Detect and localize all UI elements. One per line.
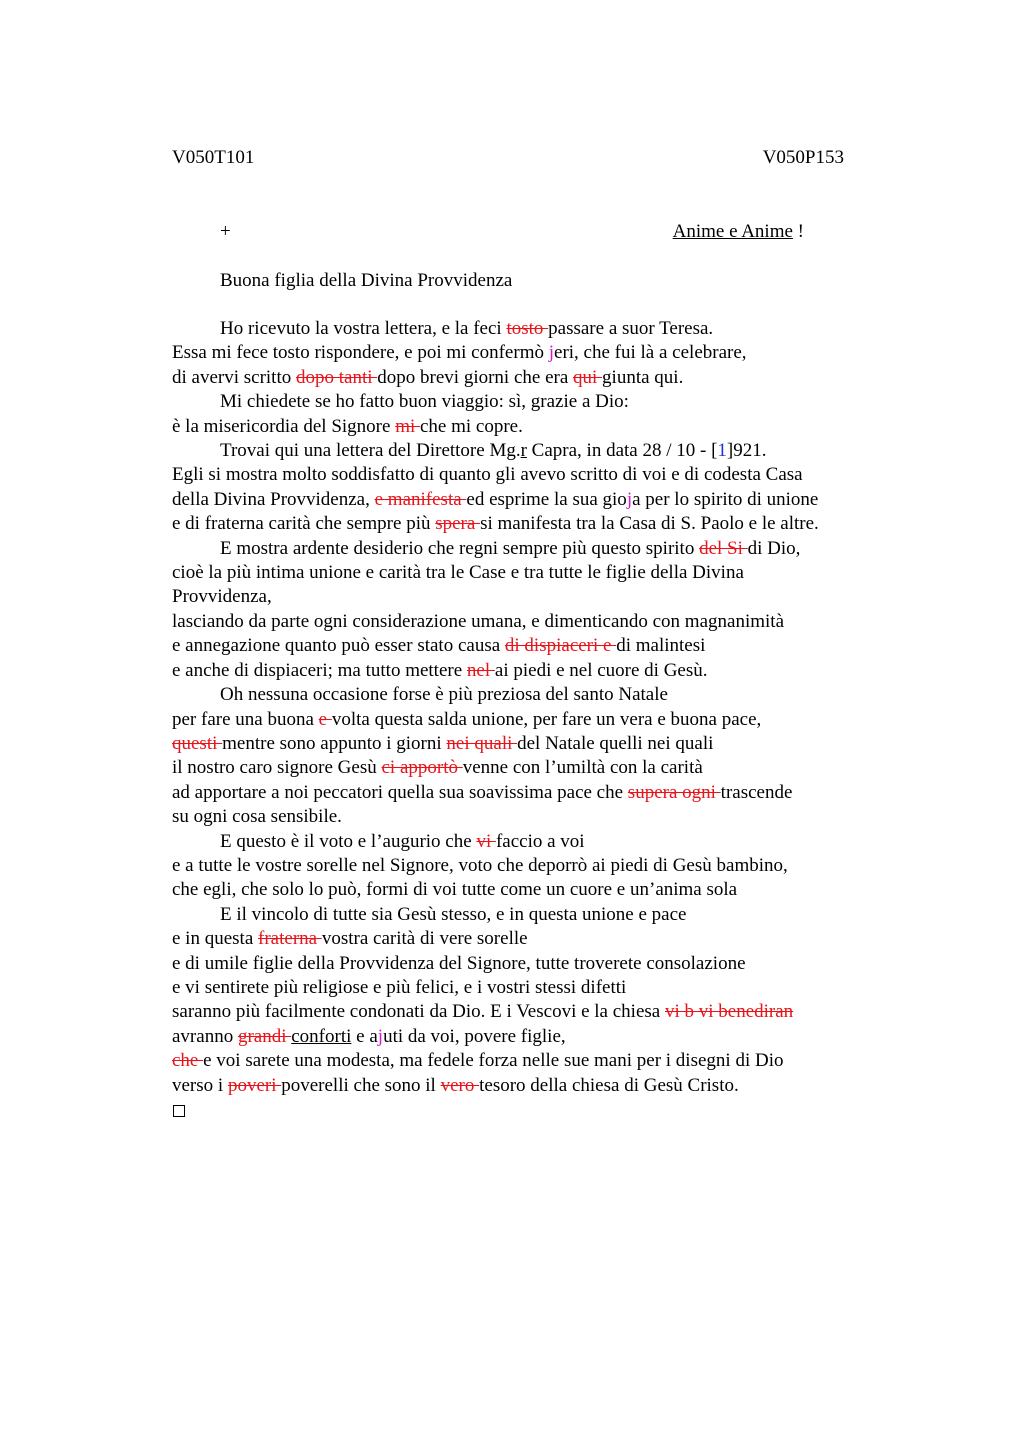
deleted-text: tosto: [506, 318, 549, 339]
letter-body: [172, 317, 892, 1122]
code-left: V050T101: [172, 147, 255, 168]
deleted-text: spera: [435, 513, 481, 535]
cross-mark: +: [220, 221, 231, 242]
code-right: V050P153: [762, 147, 844, 168]
text-line: della Divina Provvidenza, e manifesta ed esprime la sua gioja per lo spirito di unione: [172, 488, 819, 510]
greeting: Buona figlia della Divina Provvidenza: [220, 270, 513, 291]
text-line: per fare una buona e volta questa salda unione, per fare un vera e buona pace,: [172, 708, 762, 730]
text-line: e vi sentirete più religiose e più felici, e i vostri stessi difetti: [172, 976, 627, 998]
text-line: che egli, che solo lo può, formi di voi tutte come un cuore e un’anima sola: [172, 879, 738, 901]
text-line: verso i poveri poverelli che sono il vero tesoro della chiesa di Gesù Cristo.: [172, 1074, 739, 1096]
text-line: Ho ricevuto la vostra lettera, e la feci tosto passare a suor Teresa.: [220, 318, 714, 339]
deleted-text: supera ogni: [627, 781, 721, 803]
text-line: e a tutte le vostre sorelle nel Signore, voto che deporrò ai piedi di Gesù bambino,: [172, 854, 788, 876]
deleted-text: vi: [476, 830, 496, 852]
text-line: lasciando da parte ogni considerazione umana, e dimenticando con magnanimità: [172, 610, 784, 632]
deleted-text: fraterna: [258, 928, 322, 950]
text-line: Provvidenza,: [172, 586, 272, 608]
end-box-icon: [173, 1105, 185, 1117]
deleted-text: dopo tanti: [296, 366, 378, 388]
text-line: e di umile figlie della Provvidenza del Signore, tutte troverete consolazione: [172, 952, 746, 974]
deleted-text: grandi: [237, 1025, 292, 1047]
text-line: E mostra ardente desiderio che regni sempre più questo spirito del Si di Dio,: [220, 537, 801, 559]
text-line: che e voi sarete una modesta, ma fedele forza nelle sue mani per i disegni di Dio: [172, 1050, 784, 1072]
text-line: e di fraterna carità che sempre più spera si manifesta tra la Casa di S. Paolo e le altre.: [172, 513, 819, 535]
deleted-text: e manifesta: [374, 488, 467, 510]
text-line: ad apportare a noi peccatori quella sua soavissima pace che supera ogni trascende: [172, 781, 793, 803]
deleted-text: vero: [440, 1074, 480, 1096]
deleted-text: qui: [573, 366, 603, 388]
deleted-text: ci apportò: [381, 757, 463, 779]
underlined-text: r: [520, 440, 527, 462]
inserted-letter: j: [548, 342, 555, 364]
deleted-text: nel: [466, 659, 495, 681]
text-line: e annegazione quanto può esser stato causa di dispiaceri e di malintesi: [172, 635, 706, 657]
text-line: avranno grandi conforti e ajuti da voi, povere figlie,: [172, 1025, 566, 1047]
letter-heading: [220, 220, 804, 244]
text-line: Oh nessuna occasione forse è più preziosa del santo Natale: [220, 684, 668, 706]
deleted-text: nei quali: [446, 732, 518, 754]
motto-underlined: Anime e Anime: [672, 221, 793, 242]
deleted-text: e: [318, 708, 332, 730]
text-line: Essa mi fece tosto rispondere, e poi mi confermò jeri, che fui là a celebrare,: [172, 342, 747, 364]
deleted-text: mi: [395, 415, 420, 437]
motto: [673, 220, 804, 244]
deleted-text: questi: [172, 732, 223, 754]
text-line: e anche di dispiaceri; ma tutto mettere nel ai piedi e nel cuore di Gesù.: [172, 659, 708, 681]
inserted-letter: j: [377, 1025, 384, 1047]
motto-exclamation: !: [792, 221, 804, 242]
deleted-text: vi b vi benediran: [664, 1001, 794, 1023]
text-line: E il vincolo di tutte sia Gesù stesso, e in questa unione e pace: [220, 903, 687, 925]
bracket-digit: 1: [717, 440, 727, 462]
text-line: Mi chiedete se ho fatto buon viaggio: sì, grazie a Dio:: [220, 391, 629, 413]
underlined-text: conforti: [291, 1025, 352, 1047]
text-line: saranno più facilmente condonati da Dio. E i Vescovi e la chiesa vi b vi benediran: [172, 1001, 794, 1023]
text-line: il nostro caro signore Gesù ci apportò venne con l’umiltà con la carità: [172, 757, 703, 779]
text-line: Trovai qui una lettera del Direttore Mg.r Capra, in data 28 / 10 - [1]921.: [220, 440, 767, 462]
text-line: di avervi scritto dopo tanti dopo brevi giorni che era qui giunta qui.: [172, 366, 684, 388]
deleted-text: di dispiaceri e: [504, 635, 617, 657]
end-mark-line: [172, 1098, 892, 1122]
text-line: su ogni cosa sensibile.: [172, 806, 342, 828]
deleted-text: del Si: [699, 537, 748, 559]
deleted-text: che: [172, 1050, 204, 1072]
text-line: cioè la più intima unione e carità tra le Case e tra tutte le figlie della Divina: [172, 562, 744, 584]
text-line: e in questa fraterna vostra carità di vere sorelle: [172, 928, 528, 950]
inserted-letter: j: [626, 488, 633, 510]
text-line: questi mentre sono appunto i giorni nei quali del Natale quelli nei quali: [172, 732, 714, 754]
document-codes: [172, 146, 844, 170]
text-line: è la misericordia del Signore mi che mi copre.: [172, 415, 523, 437]
text-line: E questo è il voto e l’augurio che vi faccio a voi: [220, 830, 585, 852]
deleted-text: poveri: [227, 1074, 282, 1096]
text-line: Egli si mostra molto soddisfatto di quanto gli avevo scritto di voi e di codesta Casa: [172, 464, 803, 486]
